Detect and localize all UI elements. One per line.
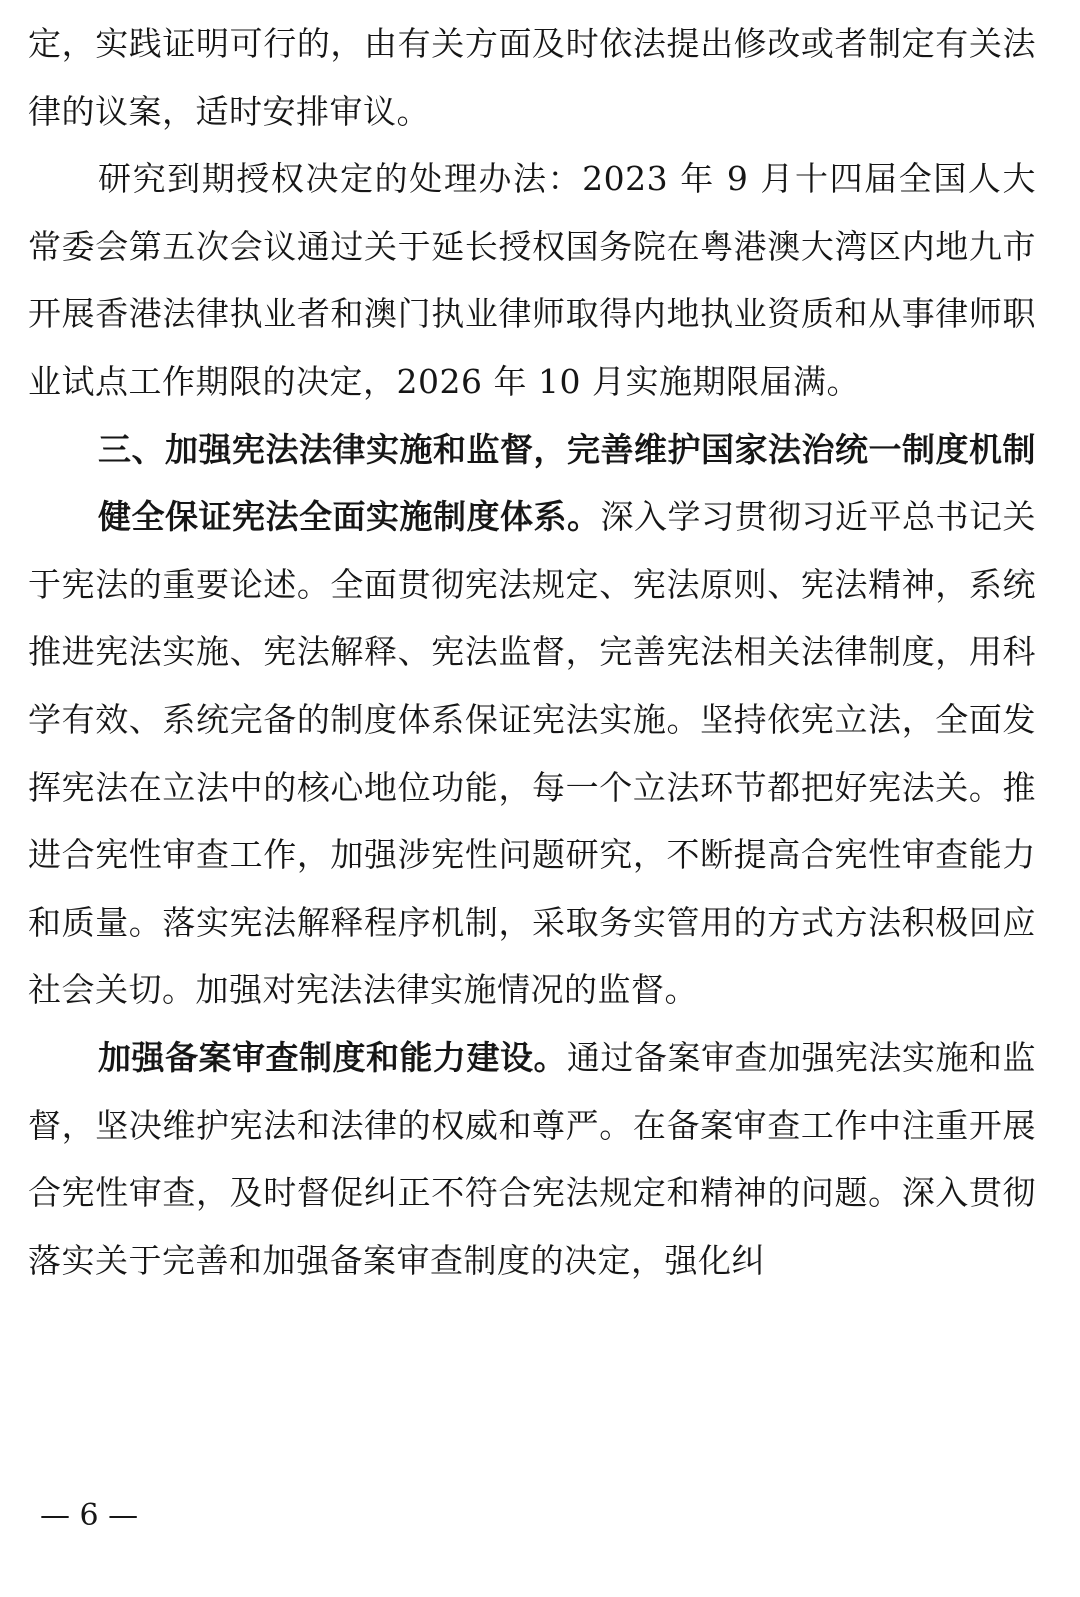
section-heading-text: 三、加强宪法法律实施和监督，完善维护国家法治统一制度机制: [98, 429, 1036, 469]
paragraph-constitution-implementation: [28, 483, 1036, 1024]
paragraph-text: 定，实践证明可行的，由有关方面及时依法提出修改或者制定有关法律的议案，适时安排审议。: [28, 24, 1036, 131]
paragraph-text: 深入学习贯彻习近平总书记关于宪法的重要论述。全面贯彻宪法规定、宪法原则、宪法精神，系统推进宪法实施、宪法解释、宪法监督，完善宪法相关法律制度，用科学有效、系统完备的制度体系保证宪法实施。坚持依宪立法，全面发挥宪法在立法中的核心地位功能，每一个立法环节都把好宪法关。推进合宪性审查工作，加强涉宪性问题研究，不断提高合宪性审查能力和质量。落实宪法解释程序机制，采取务实管用的方式方法积极回应社会关切。加强对宪法法律实施情况的监督。: [28, 497, 1036, 1010]
paragraph-text: 通过备案审查加强宪法实施和监督，坚决维护宪法和法律的权威和尊严。在备案审查工作中注重开展合宪性审查，及时督促纠正不符合宪法规定和精神的问题。深入贯彻落实关于完善和加强备案审查制度的决定，强化纠: [28, 1037, 1036, 1280]
paragraph-lead-sentence: 加强备案审查制度和能力建设。: [98, 1037, 567, 1077]
page-number: — 6 —: [40, 1498, 139, 1533]
paragraph-lead-sentence: 健全保证宪法全面实施制度体系。: [98, 497, 601, 537]
paragraph-filing-review: [28, 1024, 1036, 1294]
document-body: [28, 10, 1036, 1294]
paragraph-authorization-handling: [28, 145, 1036, 415]
paragraph-continuation: [28, 10, 1036, 145]
paragraph-text: 研究到期授权决定的处理办法：2023 年 9 月十四届全国人大常委会第五次会议通过关于延长授权国务院在粤港澳大湾区内地九市开展香港法律执业者和澳门执业律师取得内地执业资质和从事律师职业试点工作期限的决定，2026 年 10 月实施期限届满。: [28, 159, 1036, 401]
section-heading-three: [28, 416, 1036, 484]
